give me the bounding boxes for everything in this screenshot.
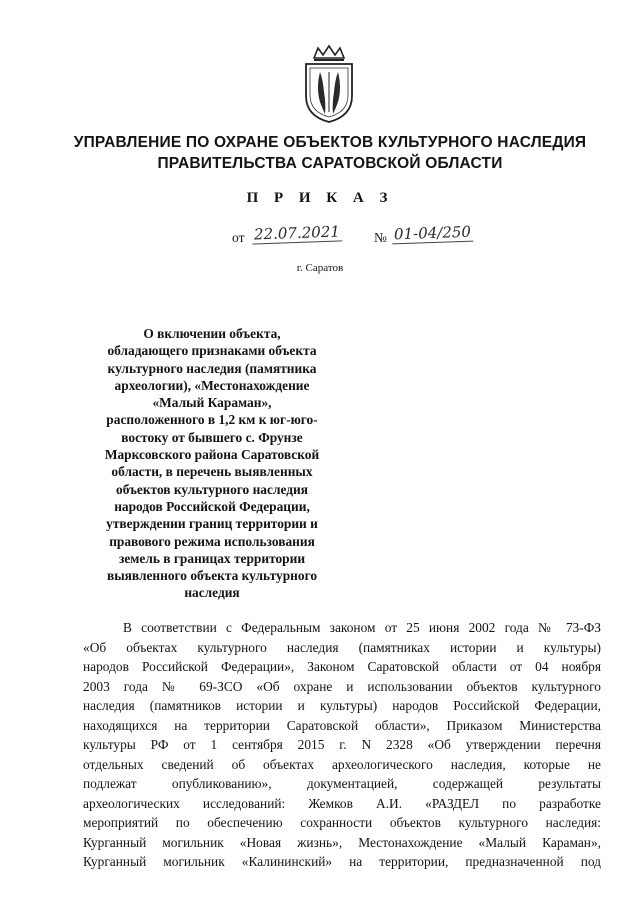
body-line: археологических исследований: Жемков А.И. «РАЗДЕЛ по разработке bbox=[83, 795, 601, 811]
subject-line: области, в перечень выявленных bbox=[111, 464, 313, 480]
subject-line: расположенного в 1,2 км к юг-юго- bbox=[106, 412, 318, 428]
organization-name bbox=[60, 132, 600, 174]
subject-line: выявленного объекта культурного bbox=[106, 568, 318, 584]
subject-line: «Малый Караман», bbox=[152, 395, 272, 411]
order-date: 22.07.2021 bbox=[252, 222, 342, 244]
subject-line: Марксовского района Саратовской bbox=[104, 447, 320, 463]
body-line: отдельных сведений об объектах археологического наследия, которые не bbox=[83, 756, 601, 772]
saratov-coat-of-arms-icon bbox=[298, 44, 360, 124]
order-number: 01-04/250 bbox=[392, 223, 474, 245]
subject-line: археологии), «Местонахождение bbox=[114, 377, 310, 393]
body-line: В соответствии с Федеральным законом от 25 июня 2002 года № 73-ФЗ bbox=[123, 620, 601, 635]
subject-line: объектов культурного наследия bbox=[116, 481, 308, 497]
subject-line: востоку от бывшего с. Фрунзе bbox=[121, 429, 303, 445]
subject-line: культурного наследия (памятника bbox=[107, 360, 317, 376]
organization-name-line-1: УПРАВЛЕНИЕ ПО ОХРАНЕ ОБЪЕКТОВ КУЛЬТУРНОГО НАСЛЕДИЯ bbox=[73, 134, 587, 151]
subject-line: О включении объекта, bbox=[143, 326, 281, 341]
subject-line: народов Российской Федерации, bbox=[114, 498, 310, 514]
order-date-number-line bbox=[232, 224, 492, 248]
body-line: Курганный могильник «Калининский» на территории, предназначенной под bbox=[83, 854, 601, 869]
order-subject bbox=[62, 325, 362, 602]
subject-line: наследия bbox=[184, 585, 240, 601]
body-line: народов Российской Федерации», Законом Саратовской области от 04 ноября bbox=[83, 659, 601, 674]
organization-name-line-2: ПРАВИТЕЛЬСТВА САРАТОВСКОЙ ОБЛАСТИ bbox=[157, 155, 503, 172]
number-prefix: № bbox=[374, 230, 387, 245]
body-line: 2003 года № 69-ЗСО «Об охране и использовании объектов культурного bbox=[83, 678, 601, 694]
body-line: находящихся на территории Саратовской области», Приказом Министерства bbox=[83, 717, 601, 733]
city-label: г. Саратов bbox=[296, 262, 344, 274]
body-line: мероприятий по обеспечению сохранности объектов культурного наследия: bbox=[83, 815, 601, 830]
document-title: П Р И К А З bbox=[246, 190, 394, 206]
subject-line: земель в границах территории bbox=[118, 550, 306, 566]
subject-line: утверждении границ территории и bbox=[106, 516, 318, 532]
body-line: культуры РФ от 1 сентября 2015 г. N 2328 «Об утверждении перечня bbox=[83, 737, 601, 752]
subject-line: обладающего признаками объекта bbox=[107, 343, 317, 359]
body-line: наследия (памятников истории и культуры) народов Российской Федерации, bbox=[83, 698, 601, 713]
body-line: Курганный могильник «Новая жизнь», Местонахождение «Малый Караман», bbox=[83, 834, 601, 850]
subject-line: правового режима использования bbox=[109, 533, 315, 549]
order-body-text bbox=[83, 618, 601, 872]
body-line: «Об объектах культурного наследия (памятниках истории и культуры) bbox=[83, 639, 601, 655]
date-prefix: от bbox=[232, 230, 245, 245]
body-line: подлежат опубликованию», документацией, содержащей результаты bbox=[83, 776, 601, 791]
